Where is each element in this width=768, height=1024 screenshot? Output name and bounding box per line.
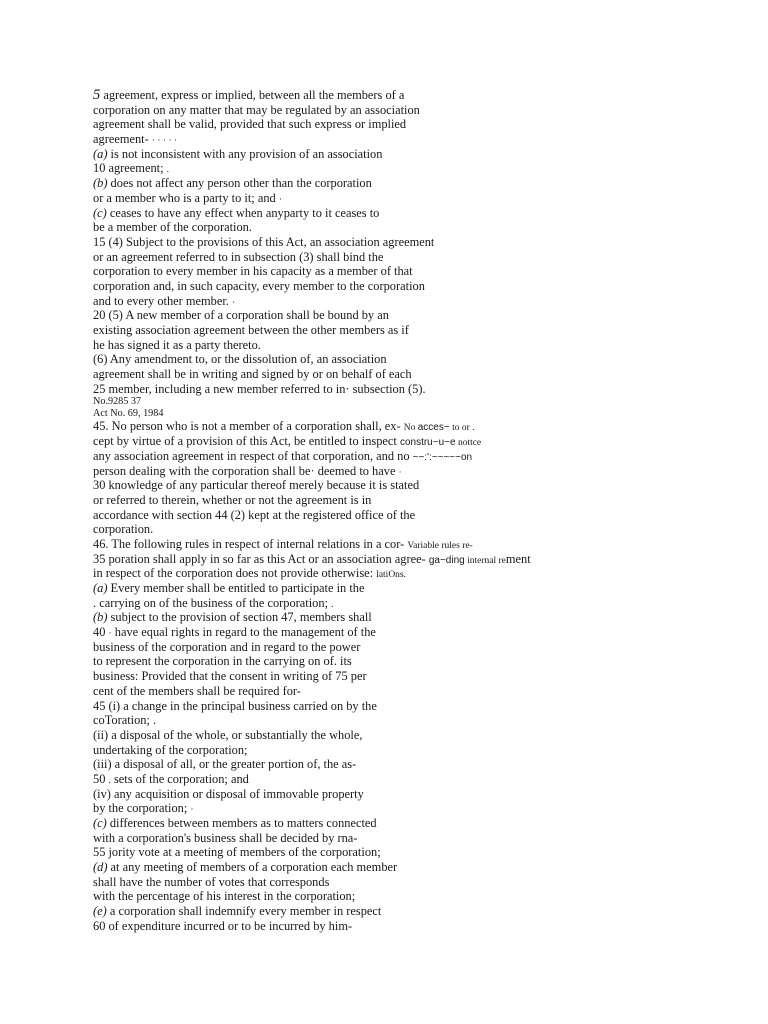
- text-line: [93, 235, 713, 250]
- text-run: latiOns.: [376, 570, 407, 581]
- text-run: business of the corporation and in regard to the power: [93, 639, 361, 654]
- text-line: [93, 294, 713, 309]
- text-line: [93, 831, 713, 846]
- text-run: corporation and, in such capacity, every member to the corporation: [93, 278, 425, 293]
- text-run: 46. The following rules in respect of internal relations in a cor-: [93, 536, 408, 551]
- text-line: [93, 816, 713, 831]
- text-run: to represent the corporation in the carrying on of. its: [93, 654, 352, 669]
- text-run: .: [331, 599, 334, 610]
- text-line: [93, 596, 713, 611]
- text-line: [93, 449, 713, 464]
- text-run: person dealing with the corporation shall be· deemed to have: [93, 463, 399, 478]
- text-run: accordance with section 44 (2) kept at the registered office of the: [93, 507, 416, 522]
- text-line: [93, 367, 713, 382]
- text-run: 50: [93, 771, 109, 786]
- text-line: [93, 699, 713, 714]
- text-run: be a member of the corporation.: [93, 220, 252, 235]
- text-line: [93, 88, 713, 103]
- text-line: [93, 552, 713, 567]
- text-run: any association agreement in respect of that corporation, and no: [93, 448, 413, 463]
- text-run: corporation on any matter that may be regulated by an association: [93, 102, 420, 117]
- text-run: ·: [278, 194, 282, 205]
- text-run: (d): [93, 860, 108, 875]
- text-run: or an agreement referred to in subsection (3) shall bind the: [93, 249, 384, 264]
- text-run: (e): [93, 904, 107, 919]
- text-line: [93, 801, 713, 816]
- text-run: at any meeting of members of a corporation each member: [107, 860, 398, 875]
- text-line: [93, 713, 713, 728]
- text-line: [93, 478, 713, 493]
- text-line: [93, 581, 713, 596]
- text-line: [93, 522, 713, 537]
- text-line: [93, 396, 713, 408]
- text-run: internal re: [464, 555, 506, 566]
- text-run: (ii) a disposal of the whole, or substantially the whole,: [93, 727, 363, 742]
- text-run: undertaking of the corporation;: [93, 742, 248, 757]
- text-line: [93, 610, 713, 625]
- text-run: ga~ding: [428, 554, 465, 566]
- text-line: [93, 264, 713, 279]
- text-run: 25 member, including a new member referred to in· subsection (5).: [93, 381, 426, 396]
- text-line: [93, 279, 713, 294]
- text-run: with the percentage of his interest in the corporation;: [93, 889, 356, 904]
- text-line: [93, 434, 713, 449]
- text-run: agreement shall be valid, provided that such express or implied: [93, 117, 407, 132]
- text-run: with a corporation's business shall be decided by rna-: [93, 830, 358, 845]
- text-run: .: [108, 775, 111, 786]
- text-run: is not inconsistent with any provision of an association: [107, 146, 383, 161]
- text-run: sets of the corporation; and: [110, 771, 249, 786]
- text-line: [93, 904, 713, 919]
- text-line: [93, 625, 713, 640]
- text-line: [93, 382, 713, 397]
- text-run: corporation.: [93, 522, 154, 537]
- text-run: No.9285 37: [93, 396, 142, 408]
- document-body: [93, 88, 713, 934]
- text-run: agreement-: [93, 132, 152, 147]
- text-run: ment: [505, 551, 531, 566]
- text-run: No: [403, 423, 418, 434]
- text-run: 40: [93, 625, 109, 640]
- text-run: or referred to therein, whether or not the agreement is in: [93, 492, 372, 507]
- text-run: · · · · ·: [151, 136, 178, 147]
- text-line: [93, 103, 713, 118]
- text-run: 20 (5) A new member of a corporation shall be bound by an: [93, 308, 389, 323]
- text-run: a corporation shall indemnify every member in respect: [106, 904, 382, 919]
- text-run: (6) Any amendment to, or the dissolution of, an association: [93, 352, 387, 367]
- text-line: [93, 338, 713, 353]
- text-run: ~~:':~~~~~on: [412, 451, 473, 463]
- text-run: ·: [232, 297, 236, 308]
- text-run: nottce: [455, 438, 482, 449]
- text-line: [93, 787, 713, 802]
- text-run: . carrying on of the business of the corporation;: [93, 595, 332, 610]
- text-run: 5: [93, 87, 101, 103]
- text-line: [93, 889, 713, 904]
- text-run: 60 of expenditure incurred or to be incurred by him-: [93, 918, 353, 933]
- text-run: (b): [93, 176, 108, 191]
- text-run: 35 poration shall apply in so far as this Act or an association agree-: [93, 551, 429, 566]
- text-line: [93, 728, 713, 743]
- text-run: (c): [93, 205, 107, 220]
- text-line: [93, 408, 713, 420]
- text-line: [93, 919, 713, 934]
- text-run: 30 knowledge of any particular thereof merely because it is stated: [93, 478, 420, 493]
- text-run: 45. No person who is not a member of a corporation shall, ex-: [93, 419, 404, 434]
- text-line: [93, 654, 713, 669]
- text-line: [93, 684, 713, 699]
- text-run: differences between members as to matters connected: [106, 816, 377, 830]
- text-line: [93, 250, 713, 265]
- text-run: he has signed it as a party thereto.: [93, 337, 261, 352]
- text-line: [93, 860, 713, 875]
- text-line: [93, 464, 713, 479]
- text-line: [93, 419, 713, 434]
- text-run: acces~: [417, 422, 450, 434]
- text-line: [93, 117, 713, 132]
- text-run: (iv) any acquisition or disposal of immovable property: [93, 786, 364, 801]
- text-run: ceases to have any effect when anyparty to it ceases to: [106, 205, 380, 220]
- text-run: ·: [108, 629, 112, 640]
- text-run: (iii) a disposal of all, or the greater portion of, the as-: [93, 757, 357, 772]
- text-line: [93, 191, 713, 206]
- text-line: [93, 757, 713, 772]
- text-run: does not affect any person other than the corporation: [107, 176, 372, 191]
- text-run: cept by virtue of a provision of this Act, be entitled to inspect: [93, 434, 400, 449]
- text-run: coToration; .: [93, 713, 157, 728]
- text-run: 15 (4) Subject to the provisions of this Act, an association agreement: [93, 234, 435, 249]
- text-line: [93, 875, 713, 890]
- text-run: to or .: [449, 423, 475, 434]
- text-run: .: [166, 165, 169, 176]
- text-line: [93, 220, 713, 235]
- text-line: [93, 669, 713, 684]
- text-run: or a member who is a party to it; and: [93, 190, 279, 205]
- text-line: [93, 161, 713, 176]
- text-line: [93, 508, 713, 523]
- text-run: have equal rights in regard to the management of the: [111, 625, 376, 640]
- text-run: in respect of the corporation does not provide otherwise:: [93, 566, 377, 581]
- text-line: [93, 772, 713, 787]
- text-line: [93, 147, 713, 162]
- text-run: agreement, express or implied, between all the members of a: [100, 88, 405, 102]
- text-line: [93, 743, 713, 758]
- text-run: (c): [93, 816, 107, 830]
- text-line: [93, 566, 713, 581]
- text-line: [93, 176, 713, 191]
- text-run: 45 (i) a change in the principal business carried on by the: [93, 698, 377, 713]
- text-run: Variable rules re-: [407, 540, 473, 551]
- text-run: and to every other member.: [93, 293, 233, 308]
- text-run: agreement shall be in writing and signed by or on behalf of each: [93, 367, 412, 382]
- text-line: [93, 323, 713, 338]
- text-run: corporation to every member in his capacity as a member of that: [93, 264, 413, 279]
- text-line: [93, 352, 713, 367]
- text-run: Every member shall be entitled to participate in the: [107, 581, 365, 595]
- text-line: [93, 640, 713, 655]
- text-line: [93, 845, 713, 860]
- text-line: [93, 206, 713, 221]
- text-run: (a): [93, 581, 108, 595]
- text-run: shall have the number of votes that corresponds: [93, 874, 330, 889]
- text-run: cent of the members shall be required for-: [93, 683, 301, 698]
- text-run: constru~u~e: [399, 437, 456, 449]
- text-line: [93, 308, 713, 323]
- text-run: business: Provided that the consent in writing of 75 per: [93, 669, 367, 684]
- text-run: 55 jority vote at a meeting of members of the corporation;: [93, 845, 381, 860]
- text-run: existing association agreement between the other members as if: [93, 323, 409, 337]
- text-run: subject to the provision of section 47, members shall: [107, 610, 372, 625]
- text-run: ·: [190, 805, 194, 816]
- text-run: (a): [93, 146, 108, 161]
- text-run: (b): [93, 610, 108, 625]
- text-run: by the corporation;: [93, 801, 191, 816]
- text-line: [93, 493, 713, 508]
- text-run: 10 agreement;: [93, 161, 167, 176]
- text-line: [93, 537, 713, 552]
- text-run: Act No. 69, 1984: [93, 407, 164, 419]
- text-run: ·: [398, 467, 402, 478]
- text-line: [93, 132, 713, 147]
